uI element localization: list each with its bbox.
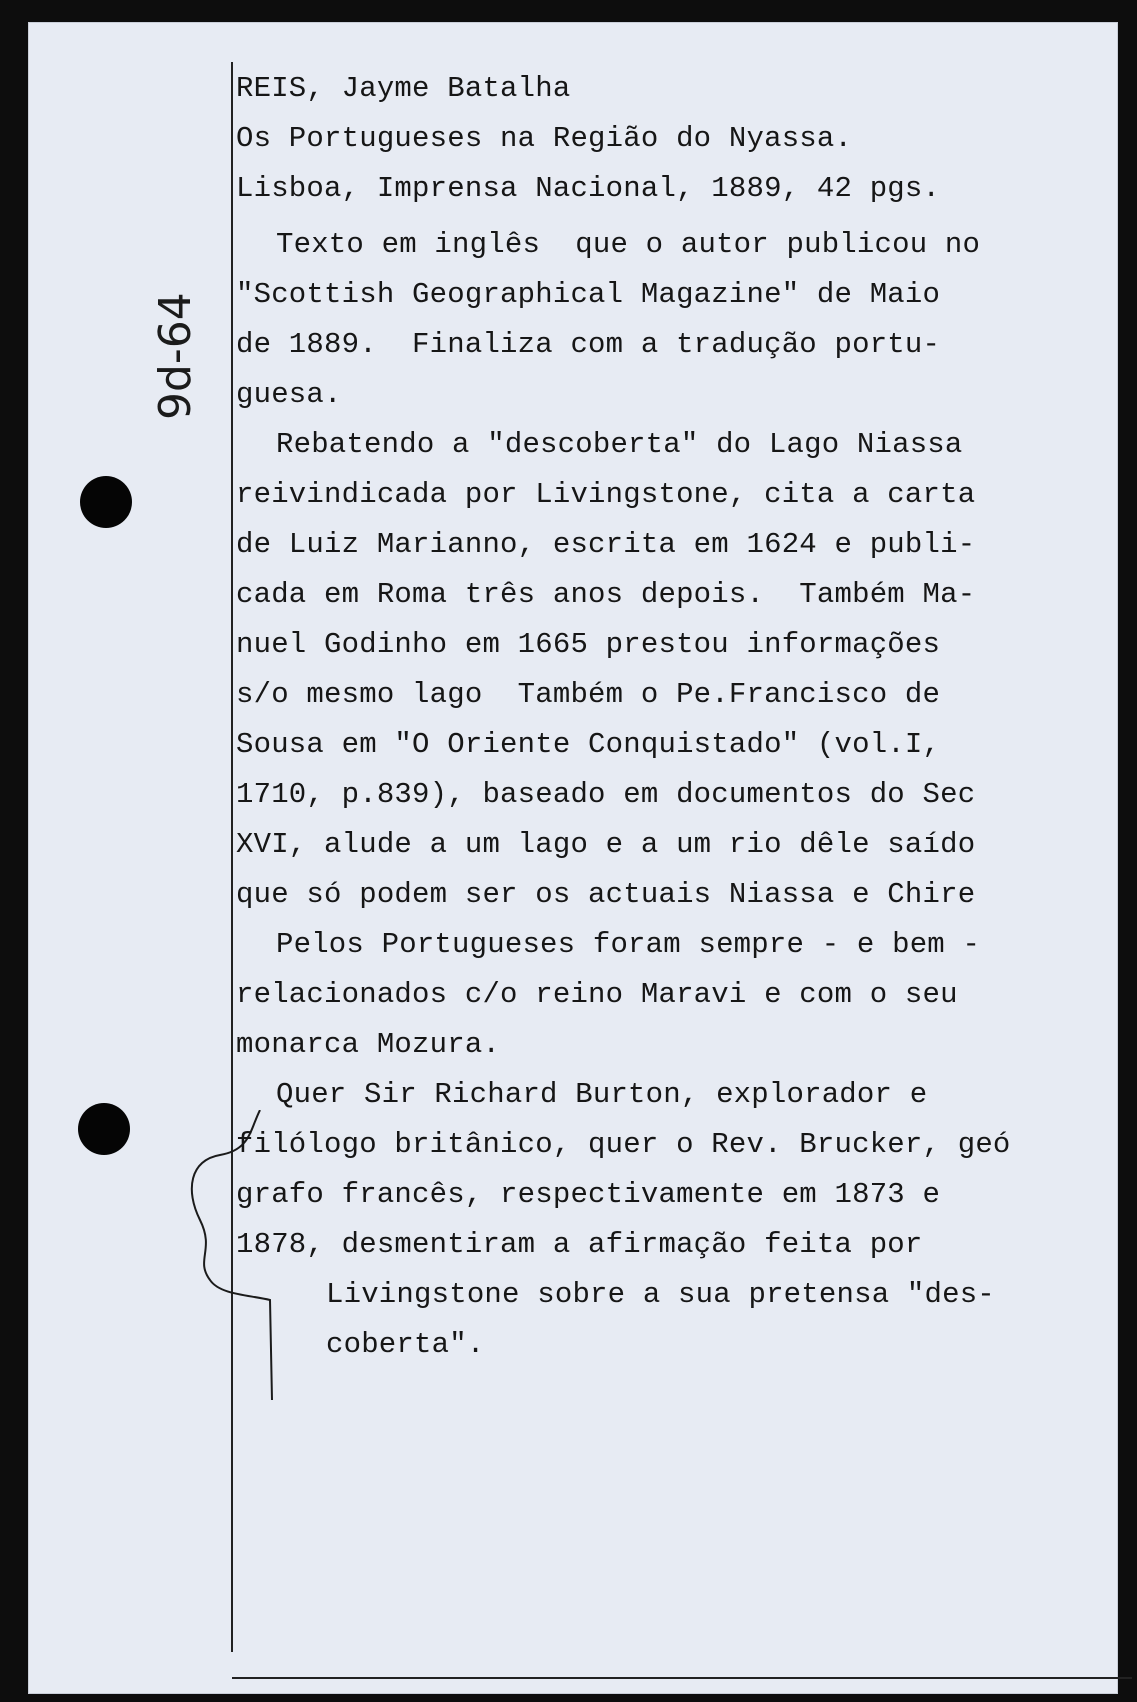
- text-line: Livingstone sobre a sua pretensa "des-: [326, 1278, 995, 1311]
- text-line: 1878, desmentiram a afirmação feita por: [236, 1228, 923, 1261]
- citation-title: Os Portugueses na Região do Nyassa.: [236, 122, 853, 155]
- text-line: Sousa em "O Oriente Conquistado" (vol.I,: [236, 728, 941, 761]
- text-line: Rebatendo a "descoberta" do Lago Niassa: [276, 428, 963, 461]
- text-line: de 1889. Finaliza com a tradução portu-: [236, 328, 941, 361]
- text-line: Quer Sir Richard Burton, explorador e: [276, 1078, 928, 1111]
- text-line: que só podem ser os actuais Niassa e Chire: [236, 878, 976, 911]
- text-line: XVI, alude a um lago e a um rio dêle saído: [236, 828, 976, 861]
- text-line: coberta".: [326, 1328, 485, 1361]
- text-line: guesa.: [236, 378, 342, 411]
- document-text: [236, 64, 1096, 1370]
- text-line: filólogo britânico, quer o Rev. Brucker, geó: [236, 1128, 1011, 1161]
- text-line: 1710, p.839), baseado em documentos do Sec: [236, 778, 976, 811]
- punch-hole: [80, 476, 132, 528]
- bottom-rule: [232, 1677, 1132, 1679]
- text-line: "Scottish Geographical Magazine" de Maio: [236, 278, 941, 311]
- text-line: reivindicada por Livingstone, cita a carta: [236, 478, 976, 511]
- text-line: s/o mesmo lago Também o Pe.Francisco de: [236, 678, 941, 711]
- text-line: cada em Roma três anos depois. Também Ma-: [236, 578, 976, 611]
- margin-rule: [231, 62, 233, 1652]
- text-line: nuel Godinho em 1665 prestou informações: [236, 628, 941, 661]
- text-line: Pelos Portugueses foram sempre - e bem -: [276, 928, 981, 961]
- handwritten-annotation: 9d-64: [150, 292, 201, 420]
- text-line: monarca Mozura.: [236, 1028, 501, 1061]
- punch-hole: [78, 1103, 130, 1155]
- text-line: grafo francês, respectivamente em 1873 e: [236, 1178, 941, 1211]
- citation-imprint: Lisboa, Imprensa Nacional, 1889, 42 pgs.: [236, 172, 941, 205]
- text-line: de Luiz Marianno, escrita em 1624 e publi-: [236, 528, 976, 561]
- citation-author: REIS, Jayme Batalha: [236, 72, 571, 105]
- text-line: relacionados c/o reino Maravi e com o seu: [236, 978, 958, 1011]
- text-line: Texto em inglês que o autor publicou no: [276, 228, 981, 261]
